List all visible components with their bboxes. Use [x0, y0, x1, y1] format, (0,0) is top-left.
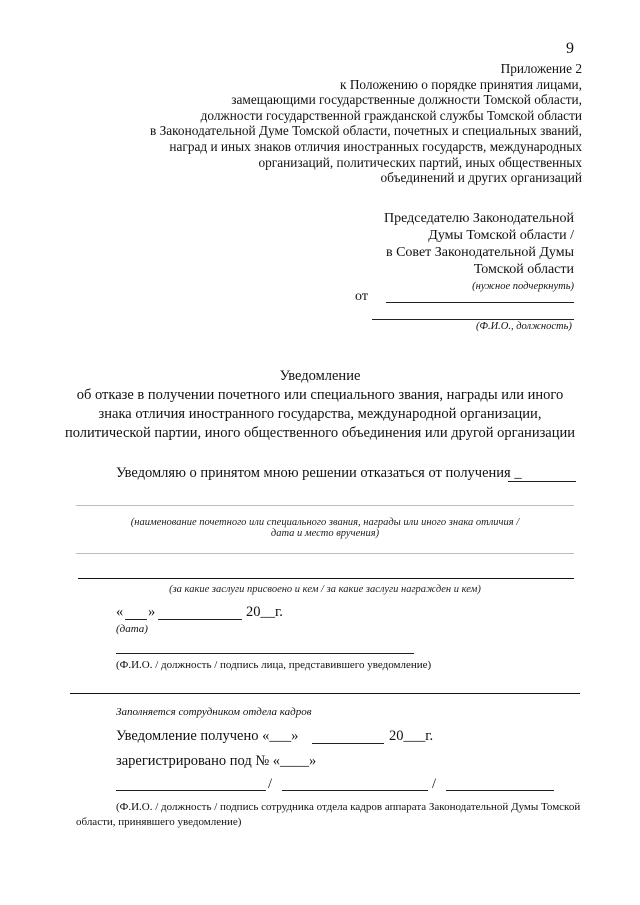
annex-title: Приложение 2	[500, 61, 582, 76]
notice-title-line: знака отличия иностранного государства, международной организации,	[98, 406, 542, 422]
date-quote-close: »	[148, 604, 156, 620]
registered-label: зарегистрировано под № «____»	[116, 753, 317, 769]
annex-line: в Законодательной Думе Томской области, почетных и специальных званий,	[149, 123, 582, 139]
date-caption: (дата)	[116, 623, 148, 635]
addressee-line: Думы Томской области /	[428, 228, 574, 243]
addressee-line: Томской области	[473, 262, 574, 277]
hr-signature-fill[interactable]	[446, 790, 554, 791]
hr-section-header: Заполняется сотрудником отдела кадров	[116, 706, 312, 718]
from-fill-line-2[interactable]	[372, 319, 574, 320]
annex-line: должности государственной гражданской службы Томской области	[200, 107, 582, 123]
date-day-fill[interactable]	[125, 619, 147, 620]
section-divider	[70, 693, 580, 694]
merits-fill-line[interactable]	[78, 578, 574, 579]
annex-header	[122, 61, 582, 186]
signature-fill-line[interactable]	[116, 653, 414, 654]
notice-title-line: об отказе в получении почетного или специального звания, награды или иного	[76, 387, 564, 403]
received-label: Уведомление получено «___»	[116, 728, 299, 744]
merits-caption: (за какие заслуги присвоено и кем / за какие заслуги награжден и кем)	[169, 584, 481, 595]
annex-line: объединений и других организаций	[380, 170, 582, 186]
addressee-hint: (нужное подчеркнуть)	[472, 281, 574, 292]
hr-caption-line: (Ф.И.О. / должность / подпись сотрудника отдела кадров аппарата Законодательной Думы Томской	[116, 801, 581, 813]
notice-title-line: политической партии, иного общественного объединения или другой организации	[64, 425, 576, 441]
notice-heading: Уведомление	[279, 368, 361, 384]
signature-caption: (Ф.И.О. / должность / подпись лица, представившего уведомление)	[116, 659, 432, 671]
addressee-line: в Совет Законодательной Думы	[385, 245, 574, 260]
annex-line: организаций, политических партий, иных общественных	[258, 154, 582, 170]
award-caption	[76, 517, 574, 539]
hr-name-fill[interactable]	[116, 790, 266, 791]
separator-slash: /	[268, 776, 273, 792]
received-month-fill[interactable]	[312, 743, 384, 744]
from-fill-line[interactable]	[386, 302, 574, 303]
from-label: от	[355, 289, 368, 304]
separator-slash: /	[432, 776, 437, 792]
award-fill-line-2[interactable]	[76, 505, 574, 506]
refusal-statement: Уведомляю о принятом мною решении отказаться от получения _	[116, 465, 522, 481]
hr-caption	[76, 800, 586, 830]
addressee-block	[314, 210, 574, 295]
annex-line: замещающими государственные должности Томской области,	[231, 92, 582, 108]
addressee-line: Председателю Законодательной	[384, 211, 574, 226]
hr-position-fill[interactable]	[282, 790, 428, 791]
award-caption-line: (наименование почетного или специального звания, награды или иного знака отличия /	[130, 517, 520, 528]
from-hint: (Ф.И.О., должность)	[476, 321, 572, 332]
date-quote-open: «	[116, 604, 124, 620]
notice-title	[60, 367, 580, 443]
date-year: 20__г.	[246, 604, 283, 620]
page-number: 9	[566, 40, 574, 57]
annex-line: наград и иных знаков отличия иностранных государств, международных	[169, 138, 582, 154]
award-fill-line[interactable]	[508, 481, 576, 482]
hr-caption-line: области, принявшего уведомление)	[76, 816, 242, 828]
award-caption-line: дата и место вручения)	[270, 528, 380, 539]
award-fill-line-3[interactable]	[76, 553, 574, 554]
annex-line: к Положению о порядке принятия лицами,	[340, 76, 582, 92]
received-year: 20___г.	[389, 728, 434, 744]
date-month-fill[interactable]	[158, 619, 242, 620]
